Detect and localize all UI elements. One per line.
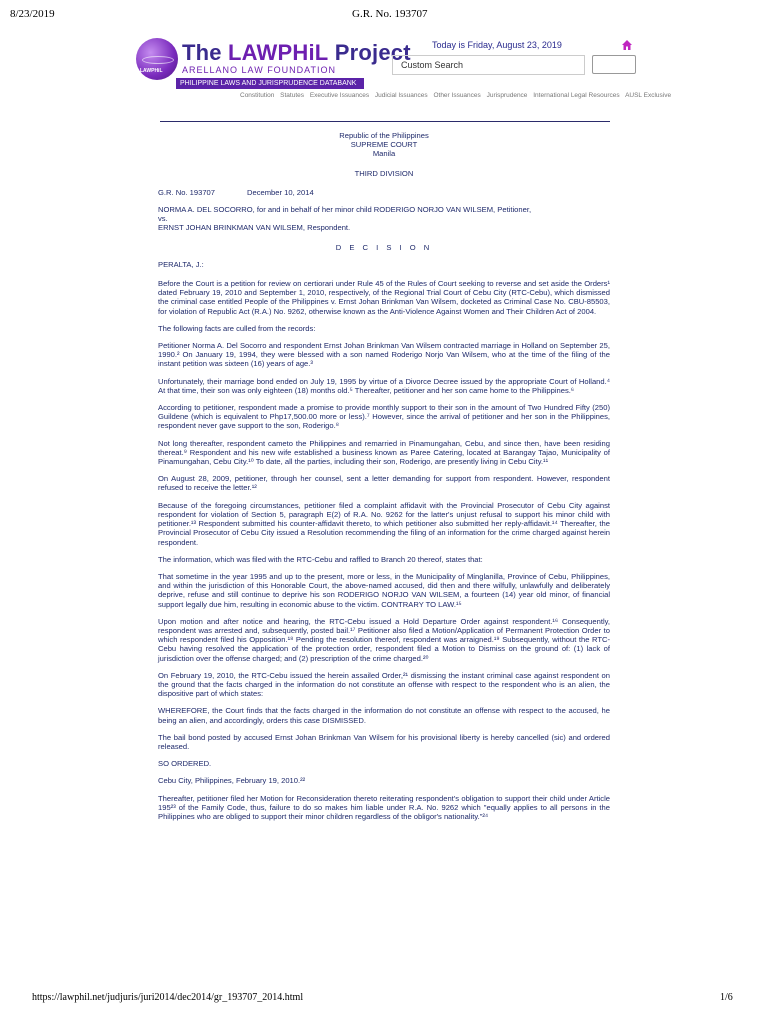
site-tagline: PHILIPPINE LAWS AND JURISPRUDENCE DATABANK: [176, 78, 364, 89]
ponente: PERALTA, J.:: [158, 259, 204, 269]
paragraph: The following facts are culled from the records:: [158, 323, 316, 333]
site-title[interactable]: The LAWPHiL Project: [182, 40, 411, 65]
petitioner-line: NORMA A. DEL SOCORRO, for and in behalf of her minor child RODERIGO NORJO VAN WILSEM, Petitioner,: [158, 205, 532, 215]
nav-statutes[interactable]: Statutes: [280, 92, 304, 99]
nav-executive-issuances[interactable]: Executive Issuances: [309, 92, 370, 99]
division-line: THIRD DIVISION: [354, 168, 414, 178]
paragraph: Petitioner Norma A. Del Socorro and respondent Ernst Johan Brinkman Van Wilsem contracted marriage in Holland on September 25, 1990.² On January 19, 1994, they were blessed with a son named Roderigo Norjo Van Wilsem, who at the time of the filing of the instant petition was sixteen (16) years of age.³: [158, 341, 610, 369]
decision-date: December 10, 2014: [247, 187, 314, 197]
paragraph: That sometime in the year 1995 and up to the present, more or less, in the Municipality of Minglanilla, Province of Cebu, Philippines, and within the jurisdiction of this Honorable Court, the above-named accused, did then and there wilfully, unlawfully and deliberately deprive, refuse and still continue to deprive his son RODERIGO NORJO VAN WILSEM, a fourteen (14) year old minor, of financial support legally due him, resulting in economic abuse to the victim. CONTRARY TO LAW.¹⁵: [158, 571, 610, 609]
print-title: G.R. No. 193707: [352, 8, 428, 20]
republic-line: Republic of the Philippines: [339, 131, 429, 140]
parties: [158, 205, 610, 233]
court-line: SUPREME COURT: [350, 140, 418, 150]
paragraph: Upon motion and after notice and hearing, the RTC-Cebu issued a Hold Departure Order against respondent.¹⁶ Consequently, respondent was arrested and, subsequently, posted bail.¹⁷ Petitioner also filed a Motion/Application of Permanent Protection Order to which respondent filed his Opposition.¹⁸ Pending the resolution thereof, respondent was arraigned.¹⁹ Subsequently, without the RTC-Cebu having resolved the application of the protection order, respondent filed a Motion to Dismiss on the ground of: (1) lack of jurisdiction over the offense charged; and (2) prescription of the crime charged.²⁰: [158, 616, 610, 663]
nav-constitution[interactable]: Constitution: [240, 92, 275, 99]
nav-ausl-exclusive[interactable]: AUSL Exclusive: [625, 92, 672, 99]
nav-jurisprudence[interactable]: Jurisprudence: [486, 92, 528, 99]
print-url: https://lawphil.net/judjuris/juri2014/dec2014/gr_193707_2014.html: [32, 992, 304, 1003]
case-number-line: [158, 188, 610, 197]
paragraph: Cebu City, Philippines, February 19, 2010.²²: [158, 776, 306, 786]
search-button[interactable]: [592, 55, 636, 74]
today-date: Today is Friday, August 23, 2019: [432, 40, 562, 50]
decision-heading: D E C I S I O N: [335, 242, 433, 252]
paragraph: Thereafter, petitioner filed her Motion for Reconsideration thereto reiterating respondent's obligation to support their child under Article 195²³ of the Family Code, thus, failure to do so makes him liable under R.A. No. 9262 which "equally applies to all persons in the Philippines who are obliged to support their minor children regardless of the obligor's nationality."²⁴: [158, 793, 610, 821]
nav-other-issuances[interactable]: Other Issuances: [433, 92, 481, 99]
paragraph: According to petitioner, respondent made a promise to provide monthly support to their son in the amount of Two Hundred Fifty (250) Guildene (which is equivalent to Php17,500.00 more or less).⁷ However, since the arrival of petitioner and her son in the Philippines, respondent never gave support to the son, Roderigo.⁸: [158, 403, 610, 431]
decision-document: [158, 131, 610, 829]
paragraph: Unfortunately, their marriage bond ended on July 19, 1995 by virtue of a Divorce Decree issued by the appropriate Court of Holland.⁴ At that time, their son was only eighteen (18) months old.⁵ Thereafter, petitioner and her son came home to the Philippines.⁶: [158, 376, 610, 395]
paragraph: The bail bond posted by accused Ernst Johan Brinkman Van Wilsem for his provisional liberty is hereby cancelled (sic) and ordered released.: [158, 732, 610, 751]
paragraph: On August 28, 2009, petitioner, through her counsel, sent a letter demanding for support from respondent. However, respondent refused to receive the letter.¹²: [158, 474, 610, 493]
paragraph: On February 19, 2010, the RTC-Cebu issued the herein assailed Order,²¹ dismissing the instant criminal case against respondent on the ground that the facts charged in the information do not constitute an offense with respect to the respondent who is an alien, the dispositive part of which states:: [158, 670, 610, 699]
paragraph: Not long thereafter, respondent cameto the Philippines and remarried in Pinamungahan, Cebu, and since then, have been residing thereat.⁹ Respondent and his new wife established a business known as Paree Catering, located at Barangay Tajao, Municipality of Pinamungahan, Cebu City.¹⁰ To date, all the parties, including their son, Roderigo, are presently living in Cebu City.¹¹: [158, 438, 610, 467]
search-input[interactable]: Custom Search: [392, 55, 585, 75]
nav-judicial-issuances[interactable]: Judicial Issuances: [374, 92, 428, 99]
paragraph: SO ORDERED.: [158, 759, 212, 769]
site-subtitle: ARELLANO LAW FOUNDATION: [182, 65, 337, 75]
home-icon[interactable]: [621, 39, 633, 51]
gr-number: G.R. No. 193707: [158, 187, 215, 197]
respondent-line: ERNST JOHAN BRINKMAN VAN WILSEM, Respondent.: [158, 223, 351, 233]
paragraph: WHEREFORE, the Court finds that the facts charged in the information do not constitute an offense with respect to the accused, he being an alien, and accordingly, orders this case DISMISSED.: [158, 706, 610, 725]
header-divider: [160, 121, 610, 122]
print-date: 8/23/2019: [10, 8, 55, 20]
paragraph: Because of the foregoing circumstances, petitioner filed a complaint affidavit with the Provincial Prosecutor of Cebu City against respondent for violation of Section 5, paragraph E(2) of R.A. No. 9262 for the latter's unjust refusal to support his minor child with petitioner.¹³ Respondent submitted his counter-affidavit thereto, to which petitioner also submitted her reply-affidavit.¹⁴ Thereafter, the Provincial Prosecutor of Cebu City issued a Resolution recommending the filing of an information for the crime charged against herein respondent.: [158, 500, 610, 547]
print-page: 1/6: [720, 992, 733, 1003]
city-line: Manila: [372, 149, 396, 159]
nav-international-legal-resources[interactable]: International Legal Resources: [533, 92, 620, 99]
versus-line: vs.: [158, 214, 168, 224]
top-nav: [240, 92, 675, 99]
paragraph: Before the Court is a petition for review on certiorari under Rule 45 of the Rules of Court seeking to reverse and set aside the Orders¹ dated February 19, 2010 and September 1, 2010, respectively, of the Regional Trial Court of Cebu City (RTC-Cebu), which dismissed the criminal case entitled People of the Philippines v. Ernst Johan Brinkman Van Wilsem, docketed as Criminal Case No. CBU-85503, for violation of Republic Act (R.A.) No. 9262, otherwise known as the Anti-Violence Against Women and Their Children Act of 2004.: [158, 279, 610, 316]
court-heading: [158, 131, 610, 159]
logo-tag: LAWPHiL: [140, 68, 163, 74]
paragraph: The information, which was filed with the RTC-Cebu and raffled to Branch 20 thereof, states that:: [158, 554, 483, 564]
